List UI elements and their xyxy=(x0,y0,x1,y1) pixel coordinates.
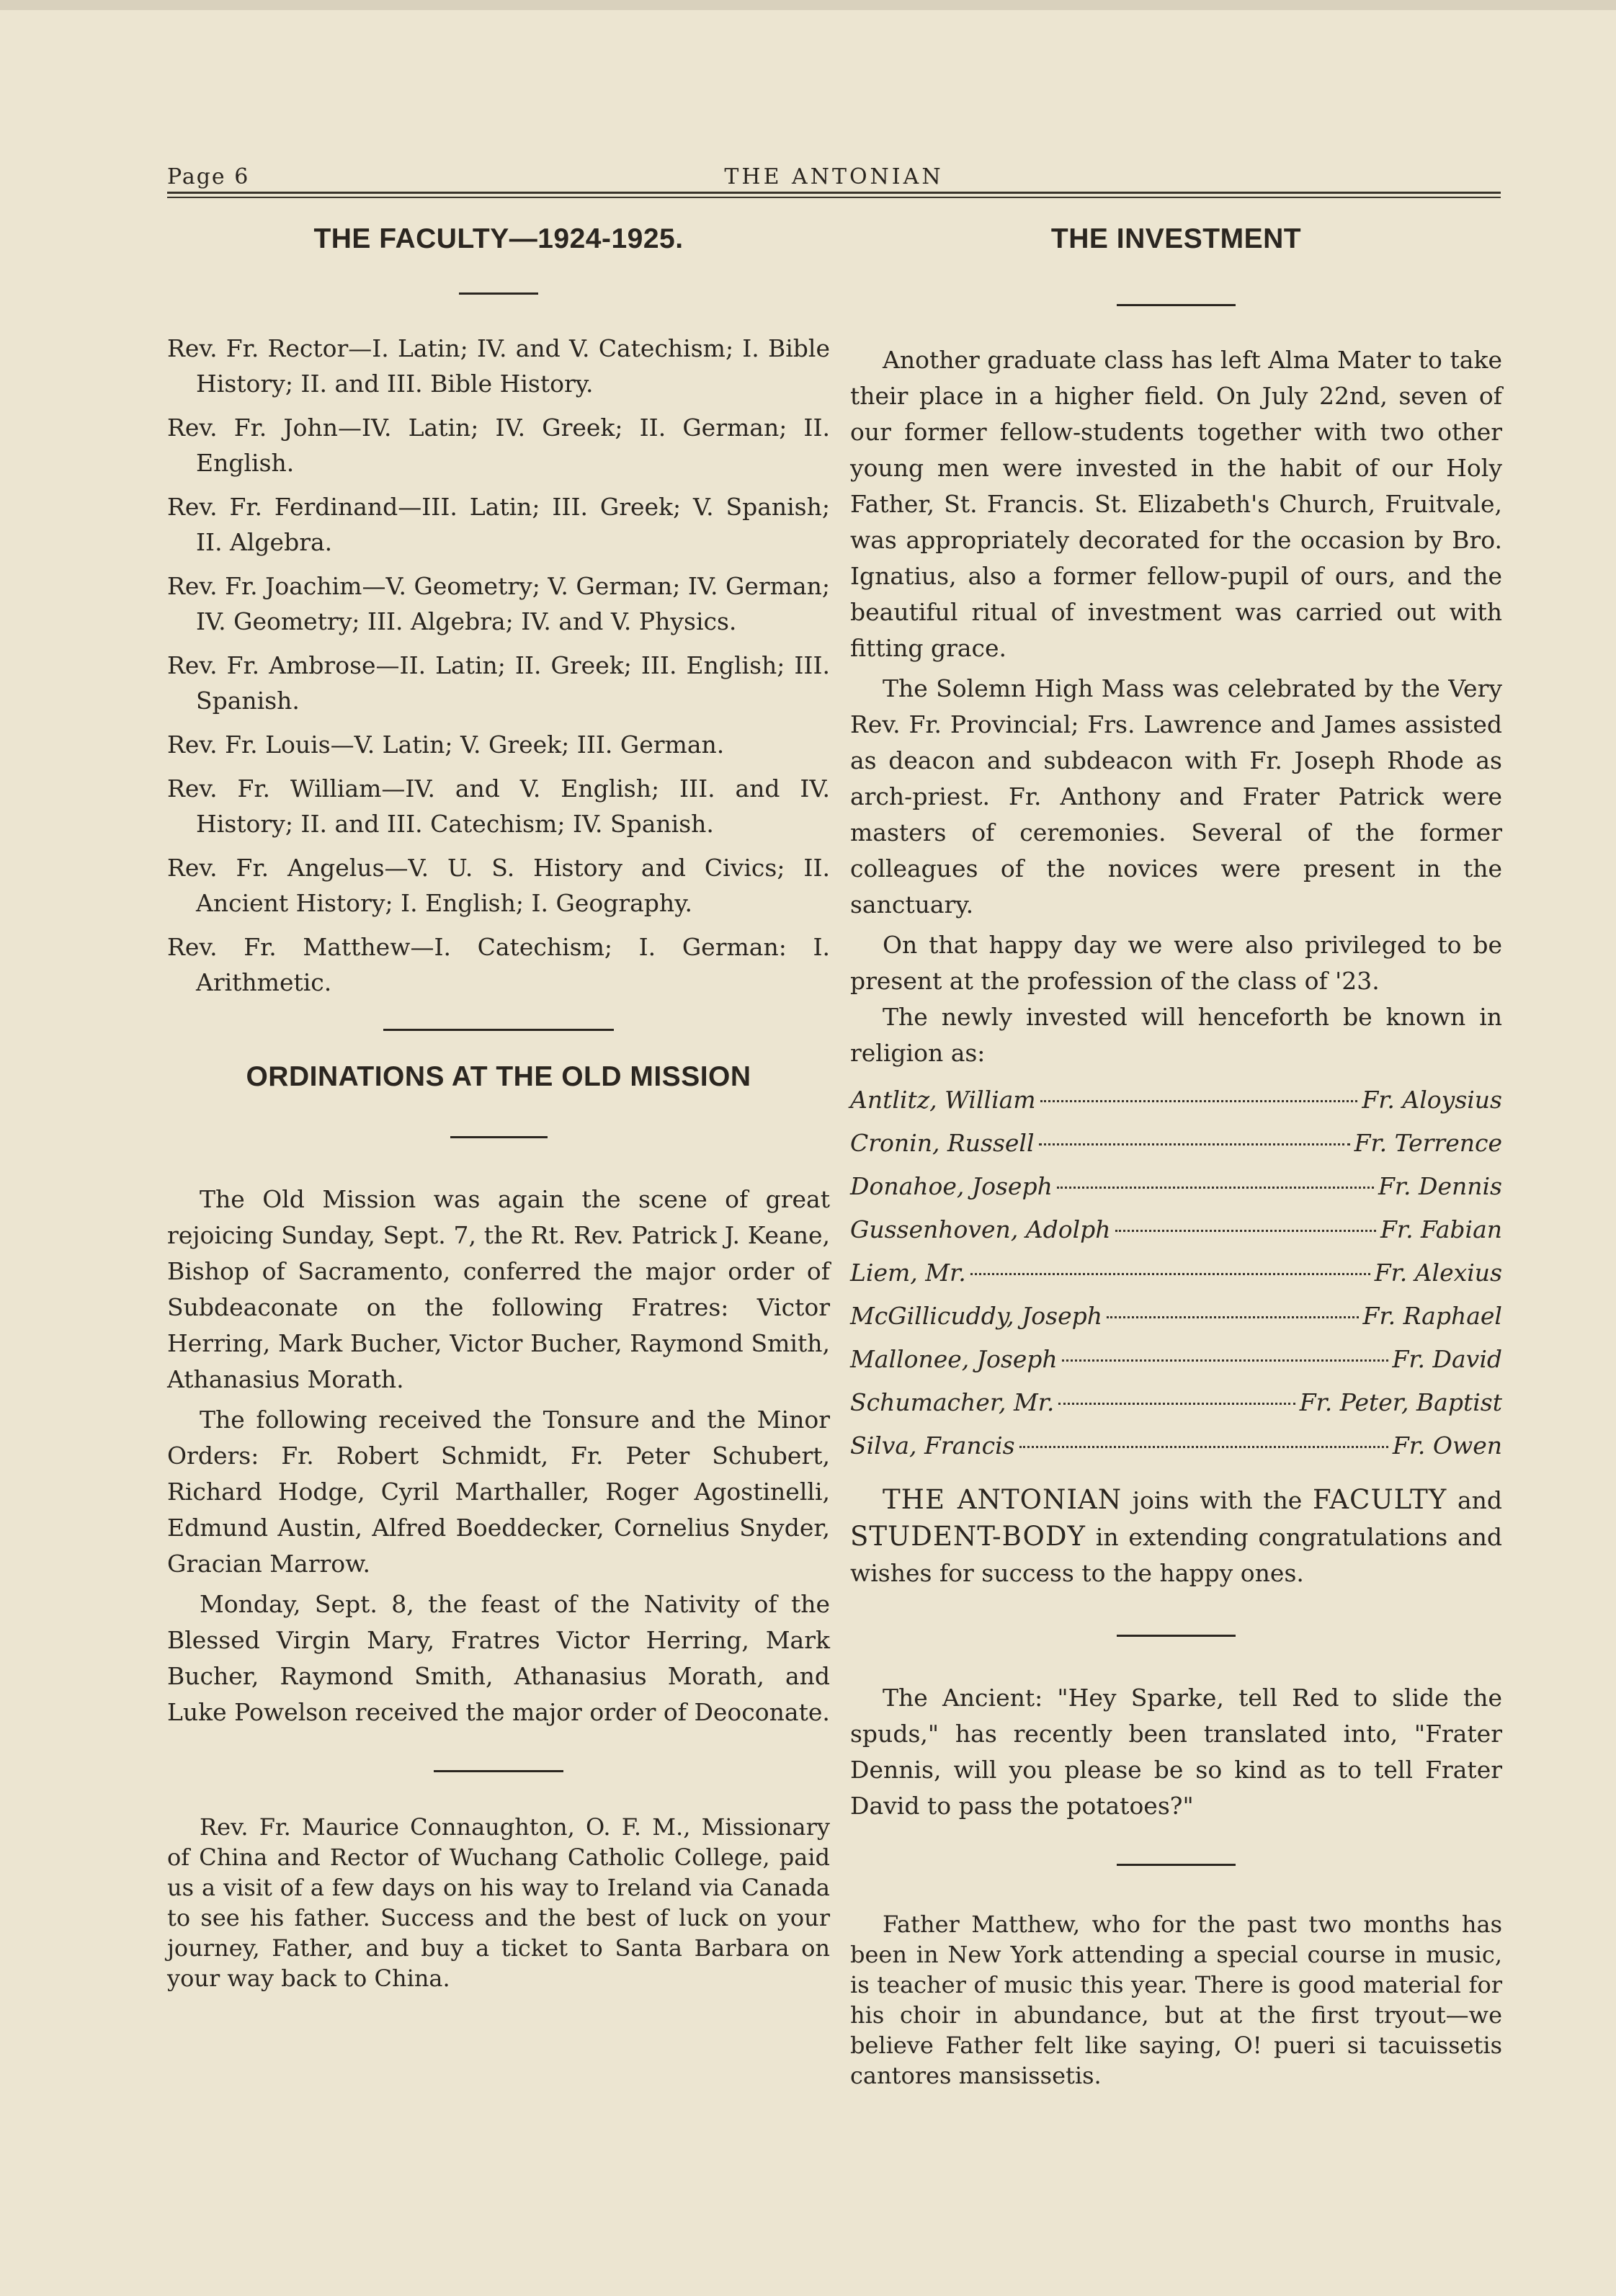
faculty-mention: FACULTY xyxy=(1312,1484,1447,1515)
name-list-item xyxy=(850,1078,1502,1122)
religious-name: Fr. David xyxy=(1392,1345,1502,1373)
faculty-heading: THE FACULTY—1924-1925. xyxy=(313,223,684,254)
dot-leader xyxy=(1107,1315,1359,1318)
secular-name: Schumacher, Mr. xyxy=(850,1388,1055,1416)
secular-name: Silva, Francis xyxy=(850,1431,1015,1460)
dot-leader xyxy=(970,1272,1370,1275)
name-list-item xyxy=(850,1122,1502,1165)
religious-name: Fr. Fabian xyxy=(1380,1215,1502,1243)
right-column xyxy=(850,216,1502,2091)
name-list-item xyxy=(850,1295,1502,1338)
masthead: THE ANTONIAN xyxy=(724,164,944,189)
ordinations-heading: ORDINATIONS AT THE OLD MISSION xyxy=(246,1061,751,1092)
music-note xyxy=(850,1909,1502,2091)
faculty-entry: Rev. Fr. Angelus—V. U. S. History and Civics; II. Ancient History; I. English; I. Geography. xyxy=(167,854,830,917)
investment-paragraph: Another graduate class has left Alma Mater to take their place in a higher field. On July 22nd, seven of our former fellow-students together with two other young men were invested in the habit of our Holy Father, St. Francis. St. Elizabeth's Church, Fruitvale, was appropriately decorated for the occasion by Bro. Ignatius, also a former fellow-pupil of ours, and the beautiful ritual of investment was carried out with fitting grace. xyxy=(850,346,1502,662)
religious-name: Fr. Owen xyxy=(1392,1431,1502,1460)
masthead-mention: THE ANTONIAN xyxy=(883,1484,1122,1515)
separator-rule xyxy=(434,1770,563,1772)
separator-rule xyxy=(459,292,538,295)
text-run: joins with the xyxy=(1122,1486,1313,1514)
page-number: Page 6 xyxy=(167,164,250,189)
faculty-entry: Rev. Fr. Matthew—I. Catechism; I. German: I. Arithmetic. xyxy=(167,933,830,996)
ordinations-paragraph: Monday, Sept. 8, the feast of the Nativity of the Blessed Virgin Mary, Fratres Victor Herring, Mark Bucher, Raymond Smith, Athanasius Morath, and Luke Powelson received the major order of Deoconate. xyxy=(167,1590,830,1726)
religious-name: Fr. Raphael xyxy=(1362,1302,1502,1330)
religious-name: Fr. Alexius xyxy=(1374,1259,1502,1287)
dot-leader xyxy=(1062,1359,1388,1362)
left-column xyxy=(167,216,830,1993)
separator-rule xyxy=(383,1029,614,1031)
ancient-anecdote: The Ancient: "Hey Sparke, tell Red to slide the spuds," has recently been translated into, "Frater Dennis, will you please be so kind as to tell Frater David to pass the potatoes?" xyxy=(850,1684,1502,1820)
text-run: in extending congratulations and wishes for success to the happy ones. xyxy=(850,1523,1502,1587)
investment-heading: THE INVESTMENT xyxy=(1050,223,1302,254)
name-list-item xyxy=(850,1424,1502,1468)
name-list-item xyxy=(850,1251,1502,1295)
name-list-item xyxy=(850,1381,1502,1424)
separator-rule xyxy=(1117,304,1236,306)
faculty-entry: Rev. Fr. Louis—V. Latin; V. Greek; III. German. xyxy=(167,731,725,759)
secular-name: Liem, Mr. xyxy=(850,1259,966,1287)
dot-leader xyxy=(1019,1445,1388,1448)
music-note-text: Father Matthew, who for the past two months has been in New York attending a special course in music, is teacher of music this year. There is good material for his choir in abundance, but at the first tryout—we believe Father felt like saying, O! pueri si tacuissetis cantores mansissetis. xyxy=(850,1911,1502,2089)
religious-name: Fr. Dennis xyxy=(1378,1172,1502,1200)
investment-paragraph: The newly invested will henceforth be known in religion as: xyxy=(850,1003,1502,1067)
religious-name: Fr. Aloysius xyxy=(1362,1086,1502,1114)
investment-name-list xyxy=(850,1078,1502,1468)
investment-paragraph: On that happy day we were also privileged to be present at the profession of the class of '23. xyxy=(850,931,1502,995)
student-body-mention: STUDENT-BODY xyxy=(850,1521,1086,1552)
separator-rule xyxy=(1117,1864,1236,1866)
religious-name: Fr. Peter, Baptist xyxy=(1299,1388,1502,1416)
header-rule-double xyxy=(167,197,1501,198)
secular-name: Cronin, Russell xyxy=(850,1129,1035,1157)
separator-rule xyxy=(1117,1635,1236,1637)
ordinations-paragraph: The Old Mission was again the scene of great rejoicing Sunday, Sept. 7, the Rt. Rev. Patrick J. Keane, Bishop of Sacramento, conferred the major order of Subdeaconate on the following Fratres: Victor Herring, Mark Bucher, Victor Bucher, Raymond Smith, Athanasius Morath. xyxy=(167,1185,830,1393)
name-list-item xyxy=(850,1338,1502,1381)
secular-name: Mallonee, Joseph xyxy=(850,1345,1058,1373)
name-list-item xyxy=(850,1208,1502,1251)
secular-name: Donahoe, Joseph xyxy=(850,1172,1053,1200)
faculty-entry: Rev. Fr. Ferdinand—III. Latin; III. Greek; V. Spanish; II. Algebra. xyxy=(167,493,830,556)
religious-name: Fr. Terrence xyxy=(1354,1129,1502,1157)
visitor-note xyxy=(167,1812,830,1993)
header-rule xyxy=(167,192,1501,194)
dot-leader xyxy=(1058,1402,1295,1405)
investment-paragraph: The Solemn High Mass was celebrated by the Very Rev. Fr. Provincial; Frs. Lawrence and James assisted as deacon and subdeacon with Fr. Joseph Rhode as arch-priest. Fr. Anthony and Frater Patrick were masters of ceremonies. Several of the former colleagues of the novices were present in the sanctuary. xyxy=(850,674,1502,919)
separator-rule xyxy=(450,1136,548,1138)
dot-leader xyxy=(1057,1186,1374,1189)
name-list-item xyxy=(850,1165,1502,1208)
page-top-edge xyxy=(0,0,1616,10)
faculty-list xyxy=(167,331,830,1000)
dot-leader xyxy=(1039,1143,1350,1145)
visitor-note-text: Rev. Fr. Maurice Connaughton, O. F. M., Missionary of China and Rector of Wuchang Catholic College, paid us a visit of a few days on his way to Ireland via Canada to see his father. Success and the best of luck on your journey, Father, and buy a ticket to Santa Barbara on your way back to China. xyxy=(167,1813,830,1992)
faculty-entry: Rev. Fr. John—IV. Latin; IV. Greek; II. German; II. English. xyxy=(167,414,830,477)
secular-name: Gussenhoven, Adolph xyxy=(850,1215,1111,1243)
faculty-entry: Rev. Fr. William—IV. and V. English; III. and IV. History; II. and III. Catechism; IV. Spanish. xyxy=(167,774,830,838)
page-header xyxy=(167,160,1501,196)
dot-leader xyxy=(1040,1099,1358,1102)
congratulations-paragraph xyxy=(850,1482,1502,1591)
text-run: and xyxy=(1447,1486,1502,1514)
faculty-entry: Rev. Fr. Joachim—V. Geometry; V. German; IV. German; IV. Geometry; III. Algebra; IV. and V. Physics. xyxy=(167,572,830,635)
faculty-entry: Rev. Fr. Rector—I. Latin; IV. and V. Catechism; I. Bible History; II. and III. Bible History. xyxy=(167,334,830,398)
faculty-entry: Rev. Fr. Ambrose—II. Latin; II. Greek; III. English; III. Spanish. xyxy=(167,651,830,715)
secular-name: McGillicuddy, Joseph xyxy=(850,1302,1103,1330)
dot-leader xyxy=(1115,1229,1376,1232)
ordinations-paragraph: The following received the Tonsure and the Minor Orders: Fr. Robert Schmidt, Fr. Peter Schubert, Richard Hodge, Cyril Marthaller, Roger Agostinelli, Edmund Austin, Alfred Boeddecker, Cornelius Snyder, Gracian Marrow. xyxy=(167,1406,830,1578)
secular-name: Antlitz, William xyxy=(850,1086,1036,1114)
